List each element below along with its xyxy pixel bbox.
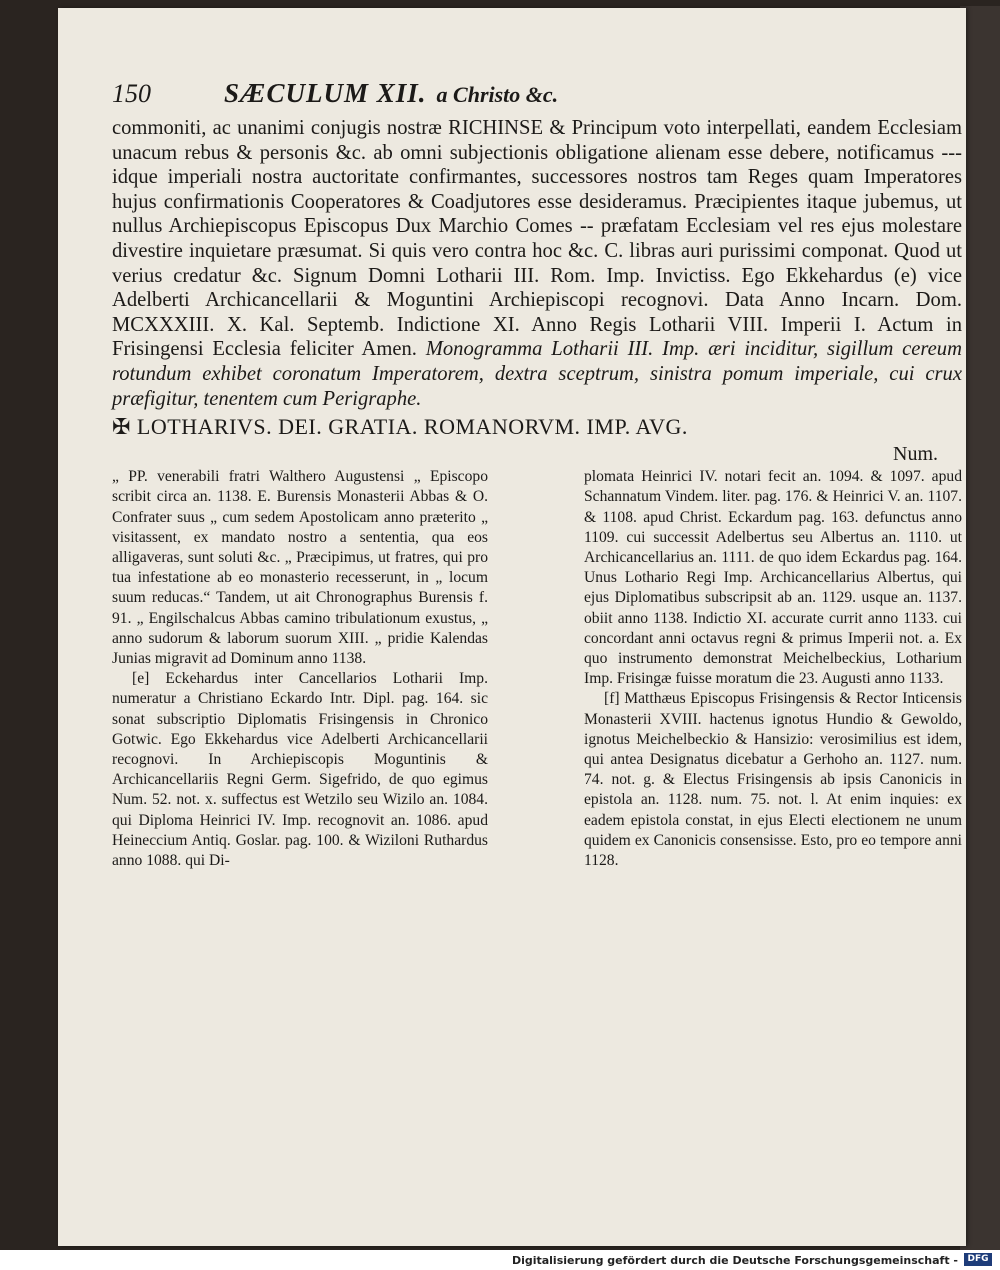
footnote-column-left bbox=[112, 467, 488, 871]
monogram-description: Monogramma Lotharii III. Imp. æri inciditur, sigillum cereum rotundum exhibet coronatum Imperatorem, dextra sceptrum, sinistra pomum imperiale, cui crux præfigitur, tenentem cum Perigraphe. bbox=[112, 338, 962, 410]
main-text bbox=[112, 116, 962, 411]
running-head bbox=[112, 78, 962, 114]
footnote-paragraph: „ PP. venerabili fratri Walthero Augustensi „ Episcopo scribit circa an. 1138. E. Burensis Monasterii Abbas & O. Confrater suus „ cum sedem Apostolicam anno præterito „ visitassent, ex mandato nostro a sententia, qua eos alligaveras, sunt soluti &c. „ Præcipimus, ut fratres, qui pro tua infestatione ab eo monasterio recesserunt, in „ locum suum reducas.“ Tandem, ut ait Chronographus Burensis f. 91. „ Engilschalcus Abbas camino tribulationum exustus, „ anno sudorum & laborum suorum XIII. „ pridie Kalendas Junias migravit ad Dominum anno 1138. bbox=[112, 468, 488, 667]
footnote-paragraph: plomata Heinrici IV. notari fecit an. 1094. & 1097. apud Schannatum Vindem. liter. pag. 176. & Heinrici V. an. 1107. & 1108. apud Christ. Eckardum pag. 163. defunctus anno 1109. cui successit Adelbertus seu Albertus an. 1110. ut Archicancellarius an. 1111. de quo idem Eckardus pag. 164. Unus Lothario Regi Imp. Archicancellarius Albertus, qui ejus Diplomatibus subscripsit ab an. 1129. usque an. 1137. obiit anno 1138. Indictio XI. accurate currit anno 1133. cui concordant anni octavus regni & primus Imperii not. a. Ex quo instrumento demonstrat Meichelbeckius, Lotharium Imp. Frisingæ fuisse moratum die 23. Augusti anno 1133. bbox=[584, 468, 962, 688]
footnote-paragraph: [f] Matthæus Episcopus Frisingensis & Rector Inticensis Monasterii XVIII. hactenus ignotus Hundio & Gewoldo, ignotus Meichelbeckio & Hansizio: verosimilius est idem, qui antea Designatus dicebatur a Gerhoho an. 1127. num. 74. not. g. & Electus Frisingensis ab ipsis Canonicis in epistola an. 1128. num. 75. not. l. At enim inquies: ex eadem epistola constat, in ejus Electi electionem ne unum quidem ex Canonicis consensisse. Esto, pro eo tempore anni 1128. bbox=[584, 690, 962, 869]
footnote-column-right bbox=[584, 467, 962, 871]
scan-edge-shadow bbox=[960, 6, 1000, 1250]
footnote-columns bbox=[112, 467, 962, 871]
running-head-subtitle: a Christo &c. bbox=[436, 82, 559, 107]
main-body-text: commoniti, ac unanimi conjugis nostræ RICHINSE & Principum voto interpellati, eandem Ecclesiam unacum rebus & personis &c. ab omni subjectionis obligatione alienam esse debere, notificamus --- idque imperiali nostra auctoritate confirmantes, successores nostros tam Reges quam Imperatores hujus confirmationis Cooperatores & Coadjutores esse desideramus. Præcipientes itaque jubemus, ut nullus Archiepiscopus Episcopus Dux Marchio Comes -- præfatam Ecclesiam vel res ejus molestare divestire inquietare præsumat. Si quis vero contra hoc &c. C. libras auri purissimi componat. Quod ut verius credatur &c. Signum Domni Lotharii III. Rom. Imp. Invictiss. Ego Ekkehardus (e) vice Adelberti Archicancellarii & Moguntini Archiepiscopi recognovi. Data Anno Incarn. Dom. MCXXXIII. X. Kal. Septemb. Indictione XI. Anno Regis Lotharii VIII. Imperii I. Actum in Frisingensi Ecclesia feliciter Amen. bbox=[112, 117, 962, 361]
running-head-title: SÆCULUM XII. bbox=[224, 78, 427, 108]
footnote-paragraph: [e] Eckehardus inter Cancellarios Lotharii Imp. numeratur a Christiano Eckardo Intr. Dipl. pag. 164. sic sonat subscriptio Diplomatis Frisingensis in Chronico Gotwic. Ego Ekkehardus vice Adelberti Archicancellarii recognovi. In Archiepiscopis Moguntinis & Archicancellariis Regni Germ. Sigefrido, de quo egimus Num. 52. not. x. suffectus est Wetzilo seu Wizilo an. 1084. qui Diploma Heinrici IV. Imp. recognovit an. 1086. apud Heineccium Antiq. Goslar. pag. 100. & Wiziloni Ruthardus anno 1088. qui Di- bbox=[112, 670, 488, 869]
page-text-block bbox=[112, 78, 962, 871]
dfg-logo: DFG bbox=[964, 1253, 992, 1266]
monogram-perigraph: ✠ LOTHARIVS. DEI. GRATIA. ROMANORVM. IMP. AVG. bbox=[112, 414, 688, 440]
digitization-credit: Digitalisierung gefördert durch die Deutsche Forschungsgemeinschaft - bbox=[511, 1254, 958, 1267]
page-number: 150 bbox=[112, 79, 151, 108]
catchword: Num. bbox=[893, 443, 938, 466]
